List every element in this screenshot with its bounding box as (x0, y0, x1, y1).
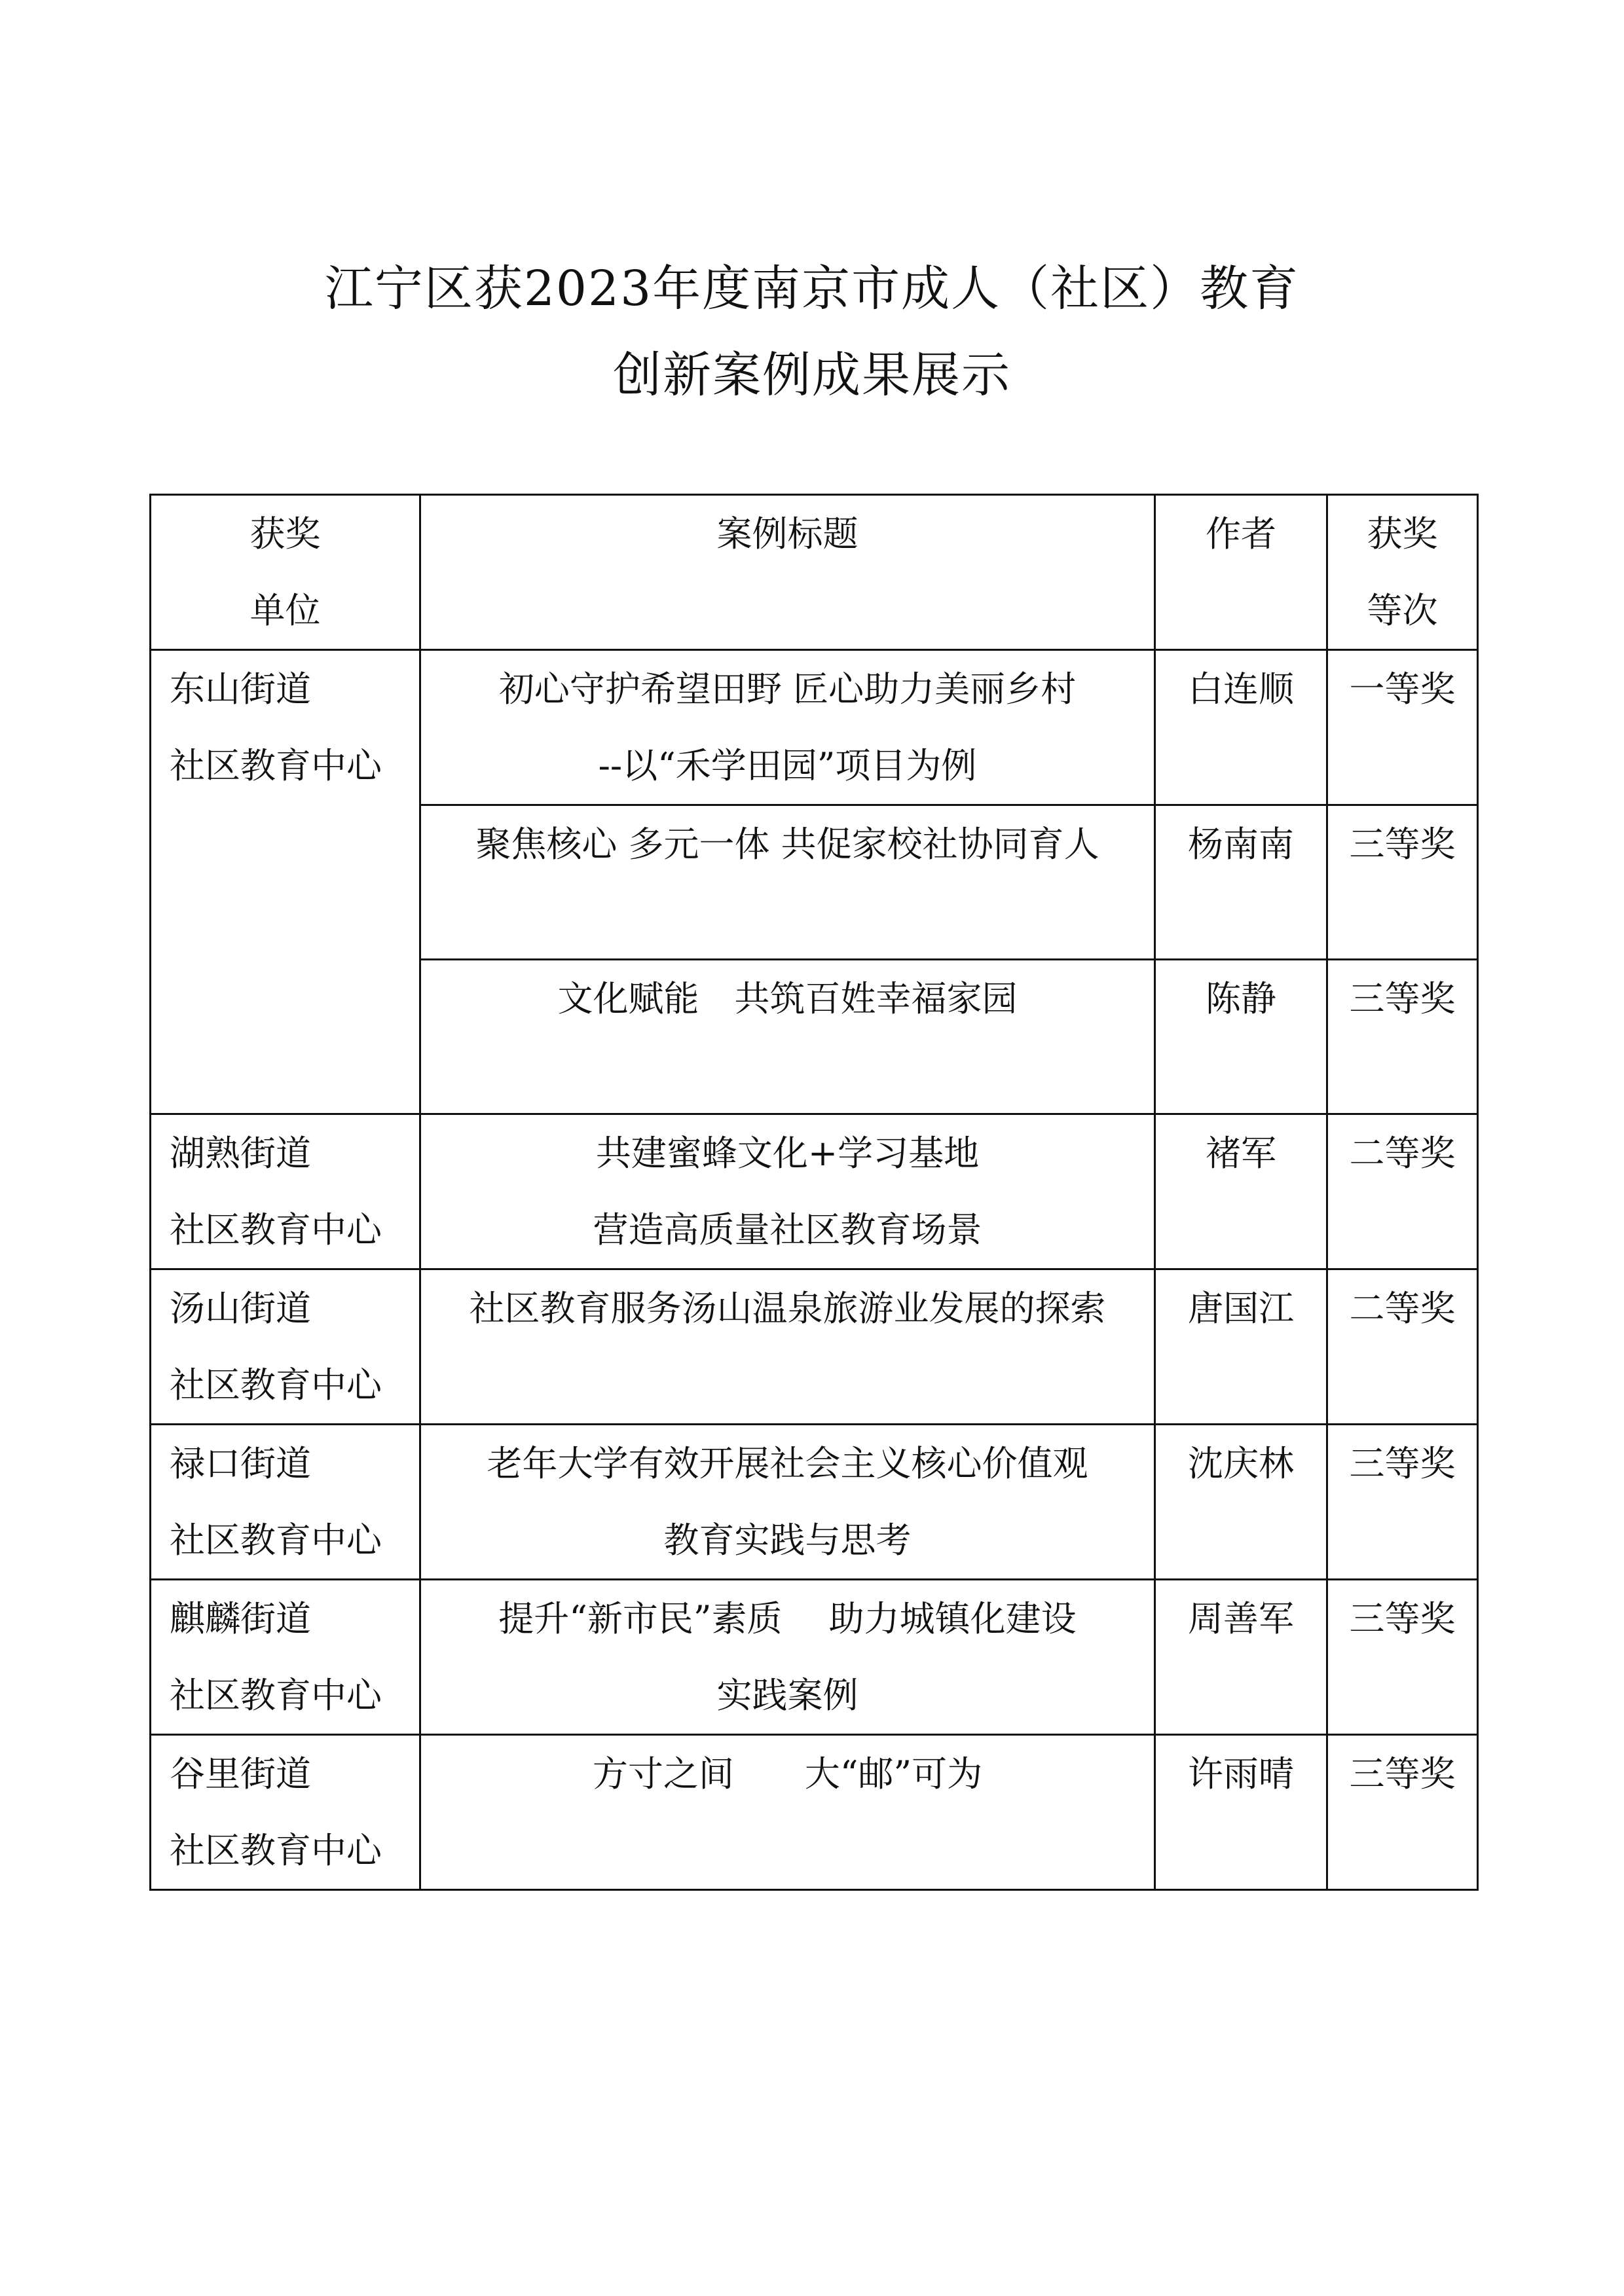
header-title: 案例标题 (420, 495, 1155, 650)
table-row (151, 650, 1478, 805)
case-author: 杨南南 (1155, 805, 1327, 960)
table-row (151, 1269, 1478, 1425)
award-level: 二等奖 (1327, 1114, 1478, 1269)
case-author: 白连顺 (1155, 650, 1327, 805)
document-title (0, 246, 1624, 418)
award-unit: 麒麟街道 社区教育中心 (151, 1580, 420, 1735)
case-title: 社区教育服务汤山温泉旅游业发展的探索 (420, 1269, 1155, 1425)
award-unit: 谷里街道 社区教育中心 (151, 1735, 420, 1890)
case-author: 许雨晴 (1155, 1735, 1327, 1890)
table-row (151, 1580, 1478, 1735)
table-row (151, 1425, 1478, 1580)
case-author: 周善军 (1155, 1580, 1327, 1735)
award-unit: 禄口街道 社区教育中心 (151, 1425, 420, 1580)
table-row (151, 1114, 1478, 1269)
awards-table (149, 494, 1479, 1891)
case-title: 聚焦核心 多元一体 共促家校社协同育人 (420, 805, 1155, 960)
case-title: 提升“新市民”素质 助力城镇化建设 实践案例 (420, 1580, 1155, 1735)
award-level: 三等奖 (1327, 805, 1478, 960)
title-line-1: 江宁区获2023年度南京市成人（社区）教育 (324, 261, 1300, 317)
header-author: 作者 (1155, 495, 1327, 650)
award-unit: 湖熟街道 社区教育中心 (151, 1114, 420, 1269)
case-title: 文化赋能 共筑百姓幸福家园 (420, 960, 1155, 1114)
case-author: 沈庆林 (1155, 1425, 1327, 1580)
case-author: 唐国江 (1155, 1269, 1327, 1425)
header-level (1327, 495, 1478, 650)
case-title: 老年大学有效开展社会主义核心价值观 教育实践与思考 (420, 1425, 1155, 1580)
award-level: 三等奖 (1327, 960, 1478, 1114)
award-level: 三等奖 (1327, 1425, 1478, 1580)
header-unit (151, 495, 420, 650)
award-level: 一等奖 (1327, 650, 1478, 805)
award-level: 三等奖 (1327, 1580, 1478, 1735)
header-level-line: 获奖 (1367, 513, 1438, 555)
award-level: 二等奖 (1327, 1269, 1478, 1425)
award-level: 三等奖 (1327, 1735, 1478, 1890)
case-title: 初心守护希望田野 匠心助力美丽乡村 --以“禾学田园”项目为例 (420, 650, 1155, 805)
header-level-line: 等次 (1367, 590, 1438, 631)
case-title: 共建蜜蜂文化+学习基地 营造高质量社区教育场景 (420, 1114, 1155, 1269)
table-header-row (151, 495, 1478, 650)
title-line-2: 创新案例成果展示 (613, 347, 1011, 403)
award-unit: 汤山街道 社区教育中心 (151, 1269, 420, 1425)
case-title: 方寸之间 大“邮”可为 (420, 1735, 1155, 1890)
case-author: 陈静 (1155, 960, 1327, 1114)
header-unit-line: 单位 (249, 590, 321, 631)
case-author: 褚军 (1155, 1114, 1327, 1269)
table-row (151, 1735, 1478, 1890)
header-unit-line: 获奖 (249, 513, 321, 555)
award-unit: 东山街道 社区教育中心 (151, 650, 420, 1114)
